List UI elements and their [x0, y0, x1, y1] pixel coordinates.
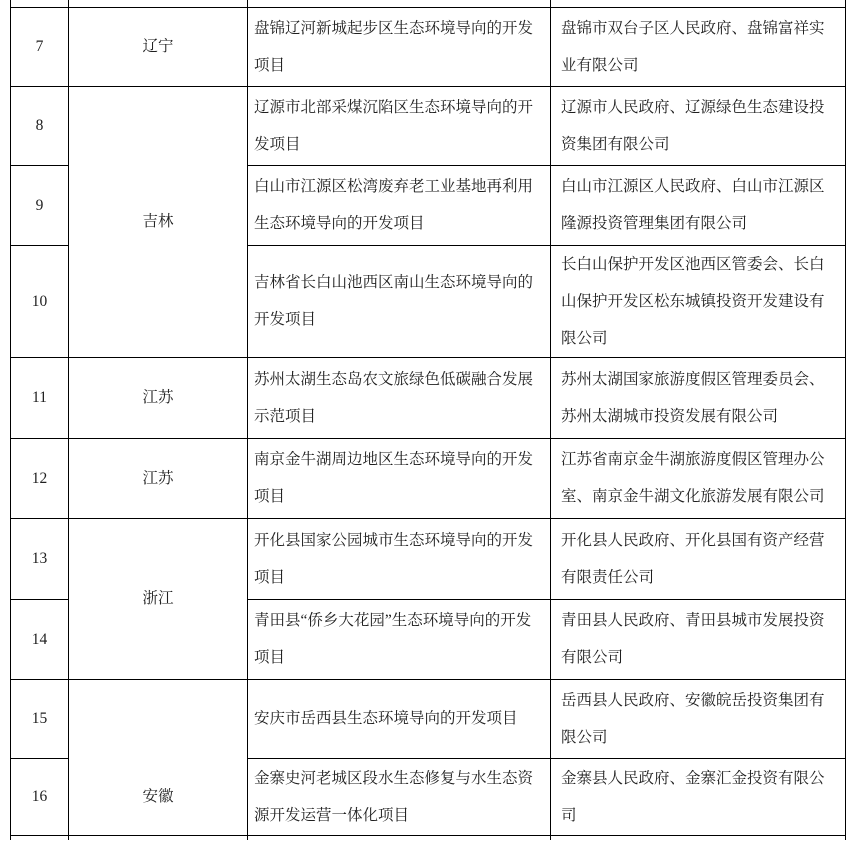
- project-cell: 白山市江源区松湾废弃老工业基地再利用生态环境导向的开发项目: [248, 165, 551, 245]
- table-row: [11, 438, 846, 518]
- project-cell: 吉林省长白山池西区南山生态环境导向的开发项目: [248, 245, 551, 357]
- organizations-cell: 青田县人民政府、青田县城市发展投资有限公司: [551, 599, 846, 679]
- province-cell: 江苏: [69, 438, 248, 518]
- province-cell: [69, 0, 248, 7]
- project-cell: [248, 0, 551, 7]
- row-number-cell: [11, 0, 69, 7]
- organizations-cell: 苏州太湖国家旅游度假区管理委员会、苏州太湖城市投资发展有限公司: [551, 357, 846, 438]
- row-number-cell: 8: [11, 86, 69, 165]
- province-cell: 吉林: [69, 86, 248, 357]
- table-row: [11, 7, 846, 86]
- row-number-cell: 15: [11, 679, 69, 758]
- row-number-cell: 14: [11, 599, 69, 679]
- table-row: [11, 86, 846, 165]
- table-row-partial-top: [11, 0, 846, 7]
- project-cell: 南京金牛湖周边地区生态环境导向的开发项目: [248, 438, 551, 518]
- organizations-cell: 金寨县人民政府、金寨汇金投资有限公司: [551, 758, 846, 835]
- table-row: [11, 518, 846, 599]
- project-cell: 安庆市岳西县生态环境导向的开发项目: [248, 679, 551, 758]
- row-number-cell: 16: [11, 758, 69, 835]
- project-cell: 辽源市北部采煤沉陷区生态环境导向的开发项目: [248, 86, 551, 165]
- organizations-cell: 开化县人民政府、开化县国有资产经营有限责任公司: [551, 518, 846, 599]
- project-cell: 青田县“侨乡大花园”生态环境导向的开发项目: [248, 599, 551, 679]
- organizations-cell: 盘锦市双台子区人民政府、盘锦富祥实业有限公司: [551, 7, 846, 86]
- row-number-cell: 12: [11, 438, 69, 518]
- organizations-cell: 江苏省南京金牛湖旅游度假区管理办公室、南京金牛湖文化旅游发展有限公司: [551, 438, 846, 518]
- project-table: [10, 0, 846, 840]
- organizations-cell: 辽源市人民政府、辽源绿色生态建设投资集团有限公司: [551, 86, 846, 165]
- table-row: [11, 357, 846, 438]
- province-cell: 浙江: [69, 518, 248, 679]
- organizations-cell: [551, 835, 846, 840]
- organizations-cell: [551, 0, 846, 7]
- province-cell: [69, 835, 248, 840]
- row-number-cell: 10: [11, 245, 69, 357]
- project-cell: 开化县国家公园城市生态环境导向的开发项目: [248, 518, 551, 599]
- row-number-cell: 13: [11, 518, 69, 599]
- project-cell: 苏州太湖生态岛农文旅绿色低碳融合发展示范项目: [248, 357, 551, 438]
- organizations-cell: 长白山保护开发区池西区管委会、长白山保护开发区松东城镇投资开发建设有限公司: [551, 245, 846, 357]
- province-cell: 安徽: [69, 679, 248, 835]
- row-number-cell: 9: [11, 165, 69, 245]
- organizations-cell: 岳西县人民政府、安徽皖岳投资集团有限公司: [551, 679, 846, 758]
- row-number-cell: 7: [11, 7, 69, 86]
- table-row-partial-bottom: [11, 835, 846, 840]
- table-row: [11, 679, 846, 758]
- row-number-cell: 11: [11, 357, 69, 438]
- project-cell: [248, 835, 551, 840]
- organizations-cell: 白山市江源区人民政府、白山市江源区隆源投资管理集团有限公司: [551, 165, 846, 245]
- row-number-cell: [11, 835, 69, 840]
- province-cell: 江苏: [69, 357, 248, 438]
- project-cell: 盘锦辽河新城起步区生态环境导向的开发项目: [248, 7, 551, 86]
- project-cell: 金寨史河老城区段水生态修复与水生态资源开发运营一体化项目: [248, 758, 551, 835]
- province-cell: 辽宁: [69, 7, 248, 86]
